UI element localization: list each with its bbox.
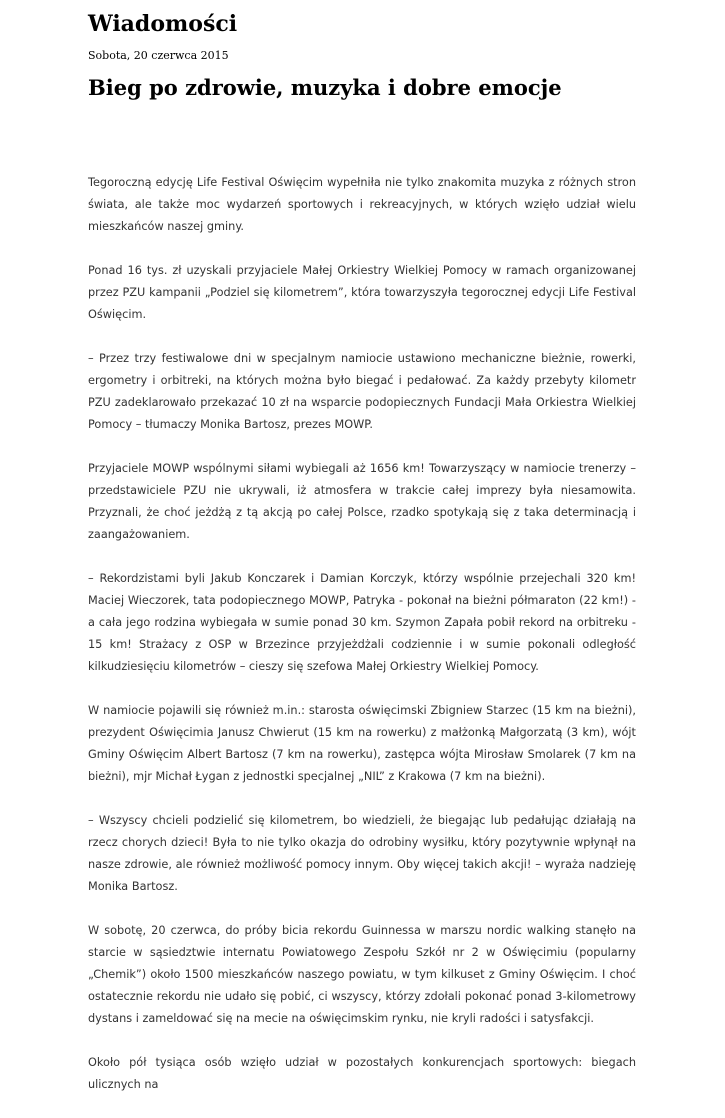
- article-paragraph: – Przez trzy festiwalowe dni w specjalnym namiocie ustawiono mechaniczne bieżnie, rowerki, ergometry i orbitreki, na których można było biegać i pedałować. Za każdy przebyty kilometr PZU zadeklarowało przekazać 10 zł na wsparcie podopiecznych Fundacji Mała Orkiestra Wielkiej Pomocy – tłumaczy Monika Bartosz, prezes MOWP.: [88, 352, 636, 431]
- article-paragraph: Ponad 16 tys. zł uzyskali przyjaciele Małej Orkiestry Wielkiej Pomocy w ramach organizowanej przez PZU kampanii „Podziel się kilometrem”, która towarzyszyła tegorocznej edycji Life Festival Oświęcim.: [88, 264, 636, 321]
- article-body: [88, 172, 636, 1096]
- article-paragraph: W sobotę, 20 czerwca, do próby bicia rekordu Guinnessa w marszu nordic walking stanęło na starcie w sąsiedztwie internatu Powiatowego Zespołu Szkół nr 2 w Oświęcimiu (popularny „Chemik”) około 1500 mieszkańców naszego powiatu, w tym kilkuset z Gminy Oświęcim. I choć ostatecznie rekordu nie udało się pobić, ci wszyscy, którzy zdołali pokonać ponad 3-kilometrowy dystans i zameldować się na mecie na oświęcimskim rynku, nie kryli radości i satysfakcji.: [88, 924, 636, 1025]
- article-paragraph: – Rekordzistami byli Jakub Konczarek i Damian Korczyk, którzy wspólnie przejechali 320 km! Maciej Wieczorek, tata podopiecznego MOWP, Patryka - pokonał na bieżni półmaraton (22 km!) - a cała jego rodzina wybiegała w sumie ponad 30 km. Szymon Zapała pobił rekord na orbitreku - 15 km! Strażacy z OSP w Brzezince przyjeżdżali codziennie i w sumie pokonali odległość kilkudziesięciu kilometrów – cieszy się szefowa Małej Orkiestry Wielkiej Pomocy.: [88, 572, 636, 673]
- article-paragraph: Tegoroczną edycję Life Festival Oświęcim wypełniła nie tylko znakomita muzyka z różnych stron świata, ale także moc wydarzeń sportowych i rekreacyjnych, w których wzięło udział wielu mieszkańców naszej gminy.: [88, 176, 636, 233]
- article-paragraph: Przyjaciele MOWP wspólnymi siłami wybiegali aż 1656 km! Towarzyszący w namiocie trenerzy – przedstawiciele PZU nie ukrywali, iż atmosfera w trakcie całej imprezy była niesamowita. Przyznali, że choć jeżdżą z tą akcją po całej Polsce, rzadko spotykają się z taka determinacją i zaangażowaniem.: [88, 462, 636, 541]
- article-paragraph: W namiocie pojawili się również m.in.: starosta oświęcimski Zbigniew Starzec (15 km na bieżni), prezydent Oświęcimia Janusz Chwierut (15 km na rowerku) z małżonką Małgorzatą (3 km), wójt Gminy Oświęcim Albert Bartosz (7 km na rowerku), zastępca wójta Mirosław Smolarek (7 km na bieżni), mjr Michał Łygan z jednostki specjalnej „NIL” z Krakowa (7 km na bieżni).: [88, 704, 636, 783]
- section-title: Wiadomości: [88, 11, 238, 37]
- article-paragraph: Około pół tysiąca osób wzięło udział w pozostałych konkurencjach sportowych: biegach ulicznych na: [88, 1056, 636, 1091]
- document-page: [88, 0, 636, 1118]
- article-paragraph: – Wszyscy chcieli podzielić się kilometrem, bo wiedzieli, że biegając lub pedałując działają na rzecz chorych dzieci! Była to nie tylko okazja do odrobiny wysiłku, który pozytywnie wpłynął na nasze zdrowie, ale również możliwość pomocy innym. Oby więcej takich akcji! – wyraża nadzieję Monika Bartosz.: [88, 814, 636, 893]
- article-date: Sobota, 20 czerwca 2015: [88, 49, 229, 62]
- article-headline: Bieg po zdrowie, muzyka i dobre emocje: [88, 75, 562, 100]
